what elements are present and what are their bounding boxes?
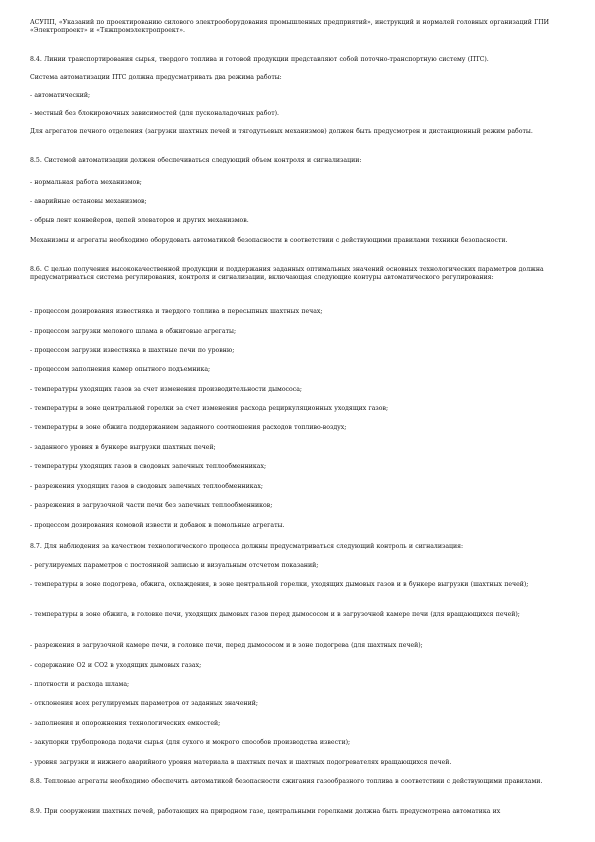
paragraph: Механизмы и агрегаты необходимо оборудовать автоматикой безопасности в соответствии с действующими правилами техники безопасности. bbox=[30, 237, 508, 244]
paragraph: Система автоматизации ПТС должна предусматривать два режима работы: bbox=[30, 74, 282, 81]
list-item: - температуры уходящих газов за счет изменения производительности дымососа; bbox=[30, 386, 302, 393]
list-item: - аварийные остановы механизмов; bbox=[30, 198, 147, 205]
list-item: - температуры в зоне обжига поддержанием заданного соотношения расходов топливо-воздух; bbox=[30, 424, 347, 431]
paragraph: 8.6. С целью получения высококачественной продукции и поддержания заданных оптимальных значений основных технологических параметров должна предусматриваться система регулирования, контроля и сигнализации, включающая следующие контуры автоматического регулирования: bbox=[30, 266, 544, 282]
list-item: - процессом заполнения камер опытного подъемника; bbox=[30, 366, 211, 373]
list-item: - температуры уходящих газов в сводовых запечных теплообменниках; bbox=[30, 463, 267, 470]
paragraph: АСУПП, «Указаний по проектированию силового электрооборудования промышленных предприятий», инструкций и нормалей головных организаций ГПИ «Электропроект» и «Тяжпромэлектропроект». bbox=[30, 19, 550, 35]
list-item: - заполнения и опорожнения технологических емкостей; bbox=[30, 720, 221, 727]
list-item: - процессом дозирования известняка и твердого топлива в пересыпных шахтных печах; bbox=[30, 308, 323, 315]
list-item: - отклонения всех регулируемых параметров от заданных значений; bbox=[30, 700, 259, 707]
list-item: - регулируемых параметров с постоянной записью и визуальным отсчетом показаний; bbox=[30, 562, 319, 569]
list-item: - уровня загрузки и нижнего аварийного уровня материала в шахтных печах и шахтных подогревателях вращающихся печей. bbox=[30, 759, 452, 766]
paragraph: 8.8. Тепловые агрегаты необходимо обеспечить автоматикой безопасности сжигания газообразного топлива в соответствии с действующими правилами. bbox=[30, 778, 543, 785]
list-item: - процессом загрузки известняка в шахтные печи по уровню; bbox=[30, 347, 235, 354]
list-item: - температуры в зоне центральной горелки за счет изменения расхода рециркуляционных уходящих газов; bbox=[30, 405, 389, 412]
paragraph: 8.5. Системой автоматизации должен обеспечиваться следующий объем контроля и сигнализации: bbox=[30, 157, 362, 164]
paragraph: Для агрегатов печного отделения (загрузки шахтных печей и тягодутьевых механизмов) должен быть предусмотрен и дистанционный режим работы. bbox=[30, 128, 533, 135]
list-item: - местный без блокировочных зависимостей (для пусконаладочных работ). bbox=[30, 110, 280, 117]
list-item: - разрежения в загрузочной части печи без запечных теплообменников; bbox=[30, 502, 273, 509]
paragraph: 8.9. При сооружении шахтных печей, работающих на природном газе, центральными горелками должна быть предусмотрена автоматика их bbox=[30, 808, 501, 815]
list-item: - процессом загрузки мелового шлама в обжиговые агрегаты; bbox=[30, 328, 237, 335]
paragraph: 8.4. Линии транспортирования сырья, твердого топлива и готовой продукции представляют собой поточно-транспортную систему (ПТС). bbox=[30, 56, 489, 63]
paragraph: 8.7. Для наблюдения за качеством технологического процесса должны предусматриваться следующий контроль и сигнализация: bbox=[30, 543, 464, 550]
list-item: - обрыв лент конвейеров, цепей элеваторов и других механизмов. bbox=[30, 217, 249, 224]
list-item: - автоматический; bbox=[30, 92, 91, 99]
list-item: - содержание О2 и СО2 в уходящих дымовых газах; bbox=[30, 662, 202, 669]
list-item: - закупорки трубопровода подачи сырья (для сухого и мокрого способов производства извести); bbox=[30, 739, 351, 746]
list-item: - нормальная работа механизмов; bbox=[30, 179, 142, 186]
list-item: - разрежения уходящих газов в сводовых запечных теплообменниках; bbox=[30, 483, 263, 490]
list-item: - температуры в зоне подогрева, обжига, охлаждения, в зоне центральной горелки, уходящих дымовых газов и в бункере выгрузки (шахтных печей); bbox=[30, 581, 529, 588]
list-item: - разрежения в загрузочной камере печи, в головке печи, перед дымососом и в зоне подогрева (для шахтных печей); bbox=[30, 642, 423, 649]
list-item: - заданного уровня в бункере выгрузки шахтных печей; bbox=[30, 444, 216, 451]
list-item: - температуры в зоне обжига, в головке печи, уходящих дымовых газов перед дымососом и в загрузочной камере печи (для вращающихся печей); bbox=[30, 611, 520, 618]
list-item: - процессом дозирования комовой извести и добавок в помольные агрегаты. bbox=[30, 522, 285, 529]
list-item: - плотности и расхода шлама; bbox=[30, 681, 130, 688]
